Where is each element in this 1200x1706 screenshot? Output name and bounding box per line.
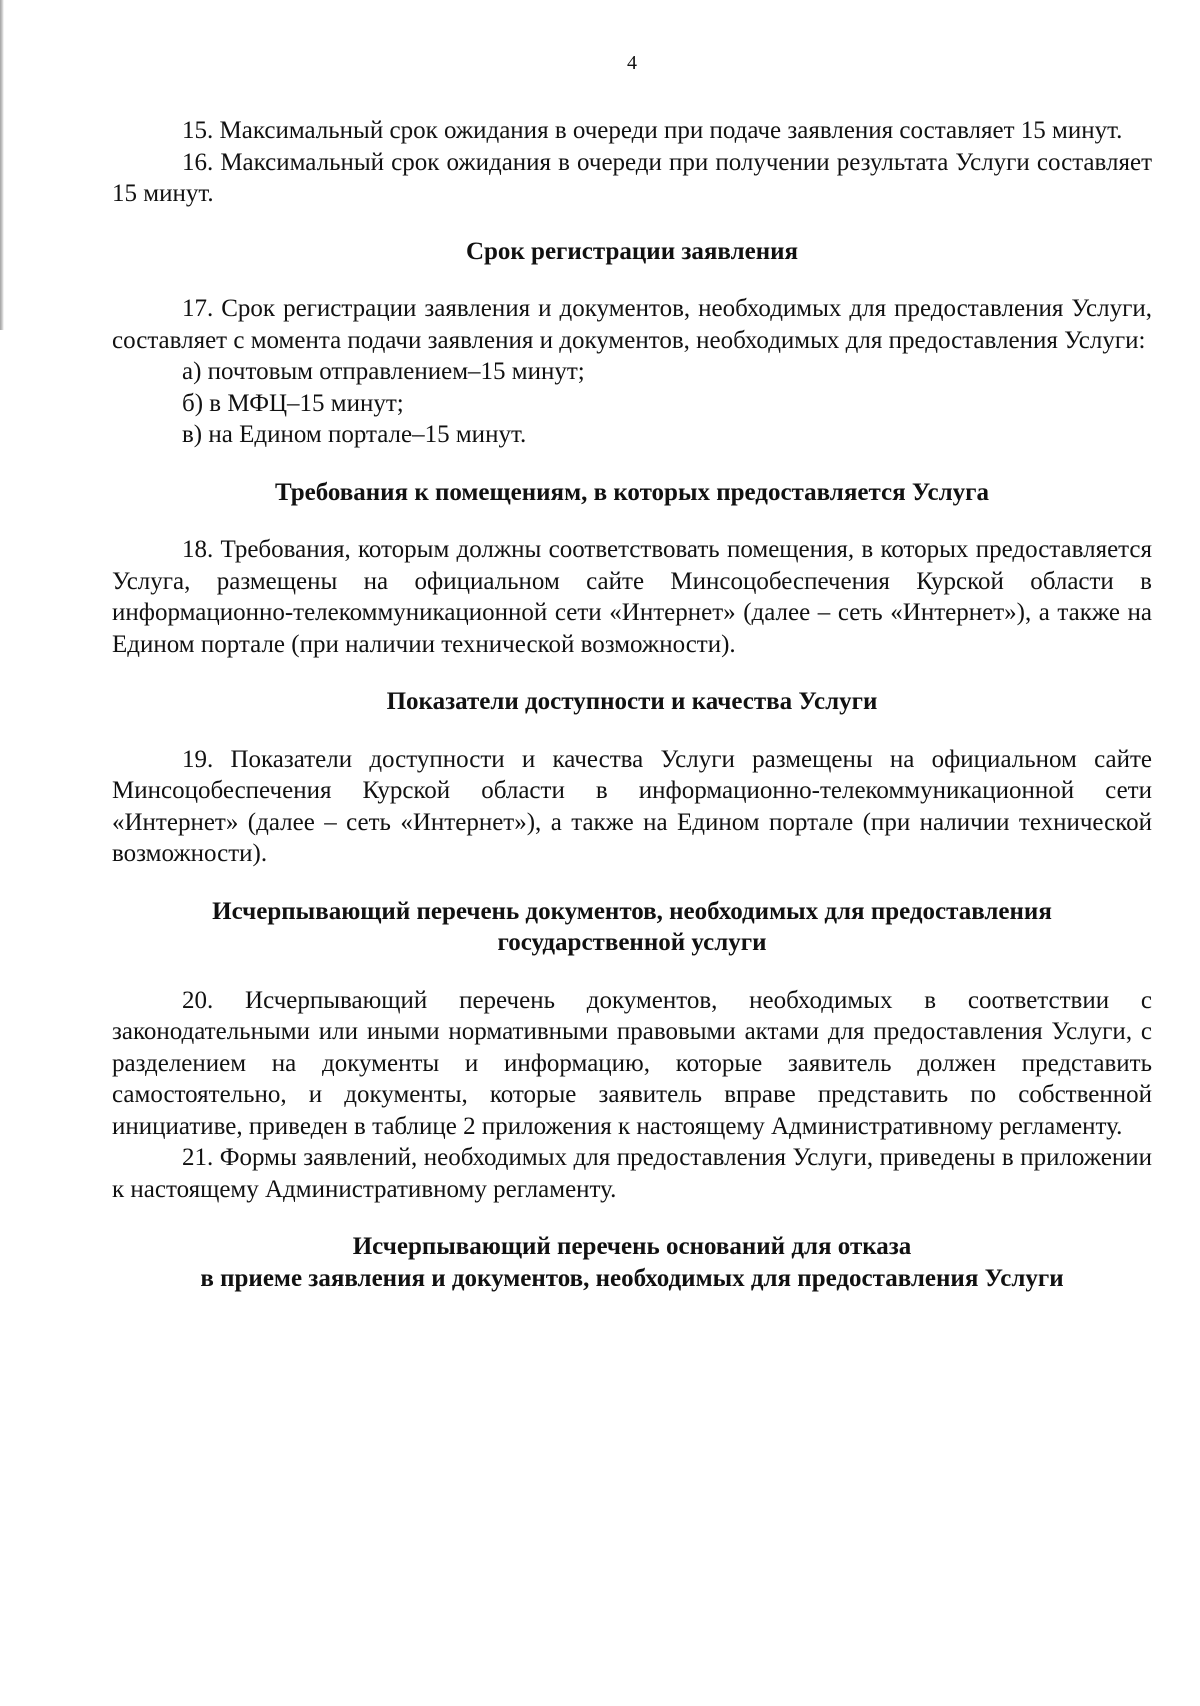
heading-premises-requirements: Требования к помещениям, в которых предоставляется Услуга xyxy=(274,478,990,506)
paragraph-15: 15. Максимальный срок ожидания в очереди при подаче заявления составляет 15 минут. xyxy=(182,117,1123,144)
paragraph-16: 16. Максимальный срок ожидания в очереди при получении результата Услуги составляет 15 минут. xyxy=(112,148,1152,207)
paragraph-18: 18. Требования, которым должны соответствовать помещения, в которых предоставляется Услуга, размещены на официальном сайте Минсоцобеспечения Курской области в информационно-телекоммуникационной сети «Интернет» (далее – сеть «Интернет»), а также на Едином портале (при наличии технической возможности). xyxy=(112,536,1152,658)
paragraph-20: 20. Исчерпывающий перечень документов, необходимых в соответствии с законодательными или иными нормативными правовыми актами для предоставления Услуги, с разделением на документы и информацию, которые заявитель должен представить самостоятельно, и документы, которые заявитель вправе представить по собственной инициативе, приведен в таблице 2 приложения к настоящему Административному регламенту. xyxy=(112,986,1152,1140)
scan-edge-artifact xyxy=(0,0,4,330)
page-content xyxy=(112,52,1152,1294)
paragraph-19: 19. Показатели доступности и качества Услуги размещены на официальном сайте Минсоцобеспечения Курской области в информационно-телекоммуникационной сети «Интернет» (далее – сеть «Интернет»), а также на Едином портале (при наличии технической возможности). xyxy=(112,745,1152,867)
paragraph-21: 21. Формы заявлений, необходимых для предоставления Услуги, приведены в приложении к настоящему Административному регламенту. xyxy=(112,1144,1152,1203)
paragraph-17-item-a: а) почтовым отправлением–15 минут; xyxy=(182,358,585,385)
heading-availability-indicators: Показатели доступности и качества Услуги xyxy=(386,688,878,715)
heading-refusal-grounds-line-1: Исчерпывающий перечень оснований для отказа xyxy=(352,1233,912,1260)
heading-documents-list-line-1: Исчерпывающий перечень документов, необходимых для предоставления xyxy=(212,897,1052,925)
heading-registration-term: Срок регистрации заявления xyxy=(465,237,799,265)
page-number: 4 xyxy=(627,52,637,74)
heading-documents-list-line-2: государственной услуги xyxy=(497,929,767,956)
paragraph-17-item-b: б) в МФЦ–15 минут; xyxy=(182,389,404,417)
paragraph-17: 17. Срок регистрации заявления и документов, необходимых для предоставления Услуги, составляет с момента подачи заявления и документов, необходимых для предоставления Услуги: xyxy=(112,295,1152,354)
paragraph-17-item-c: в) на Едином портале–15 минут. xyxy=(182,421,527,448)
heading-refusal-grounds-line-2: в приеме заявления и документов, необходимых для предоставления Услуги xyxy=(200,1264,1064,1292)
